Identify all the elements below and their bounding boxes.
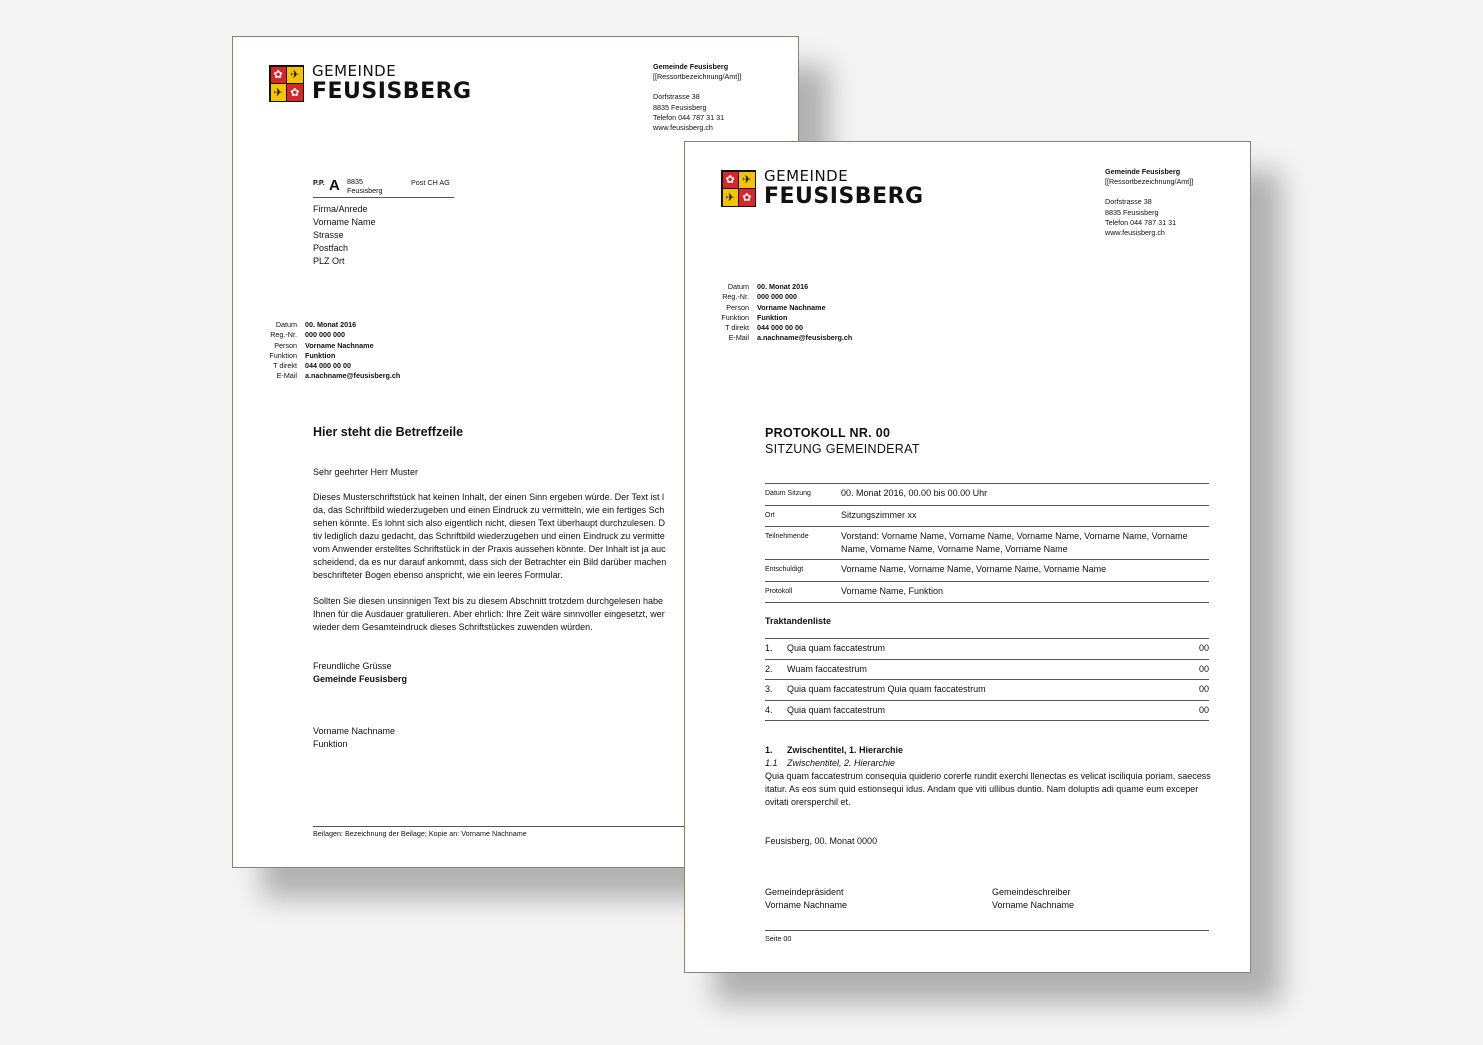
paragraph-line: beschrifteter Bogen ebenso anspricht, wie ein leeres Formular. xyxy=(313,570,563,580)
table-row xyxy=(765,581,1209,603)
agenda-num: 4. xyxy=(765,700,787,721)
recipient-line: PLZ Ort xyxy=(313,256,345,266)
info-key: Entschuldigt xyxy=(765,560,841,582)
sender-street: Dorfstrasse 38 xyxy=(1105,197,1152,207)
sender-city: 8835 Feusisberg xyxy=(1105,207,1159,217)
meta-label: Reg.-Nr. xyxy=(270,330,297,340)
recipient-line: Firma/Anrede xyxy=(313,204,368,214)
sender-address xyxy=(1105,167,1193,238)
section-heading xyxy=(765,745,903,755)
session-info-table xyxy=(765,483,1209,603)
logo-line2: FEUSISBERG xyxy=(764,184,924,209)
paragraph-line: scheidend, da es nur darauf ankommt, dass sich der Betrachter ein Bild darüber machen xyxy=(313,557,667,567)
meta-value: Funktion xyxy=(757,312,788,322)
agenda-table xyxy=(765,638,1209,721)
agenda-title: Traktandenliste xyxy=(765,616,832,626)
paragraph-line: Sollten Sie diesen unsinnigen Text bis zu diesem Abschnitt trotzdem durchgelesen habe xyxy=(313,596,664,606)
meta-value: 00. Monat 2016 xyxy=(305,320,357,329)
sender-name: Gemeinde Feusisberg xyxy=(653,62,729,71)
info-value: Vorstand: Vorname Name, Vorname Name, Vorname Name, Vorname Name, Vorname Name, Vorname Name, Vorname Name, Vorname Name xyxy=(841,527,1209,560)
coat-of-arms-icon: ✿ ✈ ✈ ✿ xyxy=(269,65,304,102)
meta-value: Vorname Nachname xyxy=(757,302,826,312)
recipient-line: Strasse xyxy=(313,230,344,240)
meta-label: T direkt xyxy=(725,323,749,333)
sender-city: 8835 Feusisberg xyxy=(653,102,707,112)
info-key: Teilnehmende xyxy=(765,527,841,560)
info-key: Ort xyxy=(765,505,841,527)
protocol-sheet xyxy=(684,141,1251,973)
postage-place: Feusisberg xyxy=(347,186,383,195)
table-row xyxy=(765,639,1209,660)
agenda-page: 00 xyxy=(1179,659,1209,680)
table-row xyxy=(765,659,1209,680)
sender-street: Dorfstrasse 38 xyxy=(653,92,700,102)
agenda-page: 00 xyxy=(1179,700,1209,721)
sign-left-role: Gemeindepräsident xyxy=(765,887,844,897)
postage-zip: 8835 xyxy=(347,177,363,186)
sender-address xyxy=(653,62,741,133)
meta-value: a.nachname@feusisberg.ch xyxy=(305,371,401,381)
coat-of-arms-icon: ✿ ✈ ✈ ✿ xyxy=(721,170,756,207)
section-num: 1. xyxy=(765,745,773,755)
meta-label: Funktion xyxy=(721,312,749,322)
info-key: Protokoll xyxy=(765,581,841,603)
table-row xyxy=(765,700,1209,721)
agenda-text: Quia quam faccatestrum xyxy=(787,700,1179,721)
agenda-text: Quia quam faccatestrum Quia quam faccatestrum xyxy=(787,680,1179,701)
meta-value: a.nachname@feusisberg.ch xyxy=(757,333,853,343)
sign-right-role: Gemeindeschreiber xyxy=(992,887,1071,897)
subsection-heading xyxy=(765,758,895,768)
agenda-page: 00 xyxy=(1179,639,1209,660)
paragraph-line: wieder dem Gesamteindruck dieses Schriftstückes zuwenden würden. xyxy=(313,622,593,632)
sender-department: [[Ressortbezeichnung/Amt]] xyxy=(653,72,742,82)
meta-value: Vorname Nachname xyxy=(305,340,374,350)
logo-line1: GEMEINDE xyxy=(312,62,397,80)
protocol-logo xyxy=(721,169,924,208)
recipient-line: Postfach xyxy=(313,243,349,253)
sender-department: [[Ressortbezeichnung/Amt]] xyxy=(1105,177,1194,187)
table-row xyxy=(765,484,1209,506)
agenda-num: 1. xyxy=(765,639,787,660)
letter-meta xyxy=(233,320,400,382)
paragraph-line: vom Anwender erstelltes Schriftstück in der Praxis aussehen könnte. Der Inhalt ist ja auc xyxy=(313,544,666,554)
signature-right xyxy=(992,886,1074,912)
meta-label: Datum xyxy=(275,320,297,329)
letter-subject: Hier steht die Betreffzeile xyxy=(313,425,464,439)
table-row xyxy=(765,560,1209,582)
meta-label: Person xyxy=(726,302,749,312)
letter-closing: Freundliche Grüsse xyxy=(313,661,392,671)
meta-label: Funktion xyxy=(269,350,297,360)
postage-a: A xyxy=(329,177,340,194)
section-title: Zwischentitel, 1. Hierarchie xyxy=(787,745,904,755)
agenda-page: 00 xyxy=(1179,680,1209,701)
meta-value: 000 000 000 xyxy=(757,292,797,302)
subsection-title: Zwischentitel, 2. Hierarchie xyxy=(787,758,896,768)
table-row xyxy=(765,505,1209,527)
protocol-title: PROTOKOLL NR. 00 xyxy=(765,426,891,440)
meta-label: Reg.-Nr. xyxy=(722,292,749,302)
info-value: Vorname Name, Vorname Name, Vorname Name, Vorname Name xyxy=(841,560,1209,582)
protocol-subtitle: SITZUNG GEMEINDERAT xyxy=(765,442,920,456)
postage-rule xyxy=(313,197,454,198)
protocol-meta xyxy=(685,282,852,344)
recipient-address xyxy=(313,203,376,268)
meta-label: Person xyxy=(274,340,297,350)
agenda-text: Wuam faccatestrum xyxy=(787,659,1179,680)
paragraph-line: da, das Schriftbild wiederzugeben und einen Eindruck zu vermitteln, wie ein fertiges Sch xyxy=(313,505,665,515)
meta-label: T direkt xyxy=(273,361,297,371)
sign-left-name: Vorname Nachname xyxy=(765,900,848,910)
recipient-line: Vorname Name xyxy=(313,217,376,227)
letter-logo xyxy=(269,64,472,103)
subsection-num: 1.1 xyxy=(765,758,778,768)
agenda-num: 2. xyxy=(765,659,787,680)
paragraph-line: sehen könnte. Es lohnt sich also eigentlich nicht, diesen Text überhaupt durchzulesen. D xyxy=(313,518,666,528)
meta-value: 044 000 00 00 xyxy=(305,361,351,371)
sender-name: Gemeinde Feusisberg xyxy=(1105,167,1181,176)
sender-phone: Telefon 044 787 31 31 xyxy=(1105,217,1177,227)
postage-pp: P.P. xyxy=(313,178,325,187)
logo-line2: FEUSISBERG xyxy=(312,79,472,104)
letter-footer: Beilagen: Bezeichnung der Beilage; Kopie an: Vorname Nachname xyxy=(313,829,527,838)
letter-closing-org: Gemeinde Feusisberg xyxy=(313,674,408,684)
letter-salutation: Sehr geehrter Herr Muster xyxy=(313,467,419,477)
info-key: Datum Sitzung xyxy=(765,484,841,506)
info-value: 00. Monat 2016, 00.00 bis 00.00 Uhr xyxy=(841,484,1209,506)
meta-value: 044 000 00 00 xyxy=(757,323,803,333)
protocol-footer-rule xyxy=(765,930,1209,931)
paragraph-line: Dieses Musterschriftstück hat keinen Inhalt, der einen Sinn ergeben würde. Der Text ist l xyxy=(313,492,665,502)
meta-value: 000 000 000 xyxy=(305,330,345,340)
signature-left xyxy=(765,886,847,912)
meta-value: Funktion xyxy=(305,350,336,360)
table-row xyxy=(765,527,1209,560)
sender-web: www.feusisberg.ch xyxy=(653,123,713,133)
postage-carrier: Post CH AG xyxy=(411,178,450,187)
meta-label: Datum xyxy=(727,282,749,291)
sender-phone: Telefon 044 787 31 31 xyxy=(653,112,725,122)
letter-signer-name: Vorname Nachname xyxy=(313,726,396,736)
agenda-num: 3. xyxy=(765,680,787,701)
meta-value: 00. Monat 2016 xyxy=(757,282,809,291)
meta-label: E-Mail xyxy=(728,333,749,343)
sign-right-name: Vorname Nachname xyxy=(992,900,1075,910)
paragraph-line: tiv lediglich dazu gedacht, das Schriftbild wiederzugeben und einen Eindruck zu vermitte xyxy=(313,531,665,541)
section-text: Quia quam faccatestrum consequia quiderio corerfe rundit exerchi llenectas es velicat isciliquia poriam, saecess itatur. As eos sum quid estionsequi idus. Andam que viti ullibus duntio. Nam doluptis adi quame eum exceper ovitati orersperchil et. xyxy=(765,771,1211,807)
agenda-text: Quia quam faccatestrum xyxy=(787,639,1179,660)
letter-paragraph-1 xyxy=(313,491,666,582)
postage-stamp xyxy=(313,177,454,197)
letter-paragraph-2 xyxy=(313,595,665,634)
logo-line1: GEMEINDE xyxy=(764,167,849,185)
paragraph-line: Ihnen für die Ausdauer gratulieren. Aber ehrlich: Ihre Zeit wäre sinnvoller eingesetzt, wer xyxy=(313,609,665,619)
protocol-footer: Seite 00 xyxy=(765,934,792,943)
info-value: Sitzungszimmer xx xyxy=(841,505,1209,527)
table-row xyxy=(765,680,1209,701)
sender-web: www.feusisberg.ch xyxy=(1105,228,1165,238)
place-date: Feusisberg, 00. Monat 0000 xyxy=(765,836,878,846)
meta-label: E-Mail xyxy=(276,371,297,381)
info-value: Vorname Name, Funktion xyxy=(841,581,1209,603)
letter-signer-function: Funktion xyxy=(313,739,348,749)
